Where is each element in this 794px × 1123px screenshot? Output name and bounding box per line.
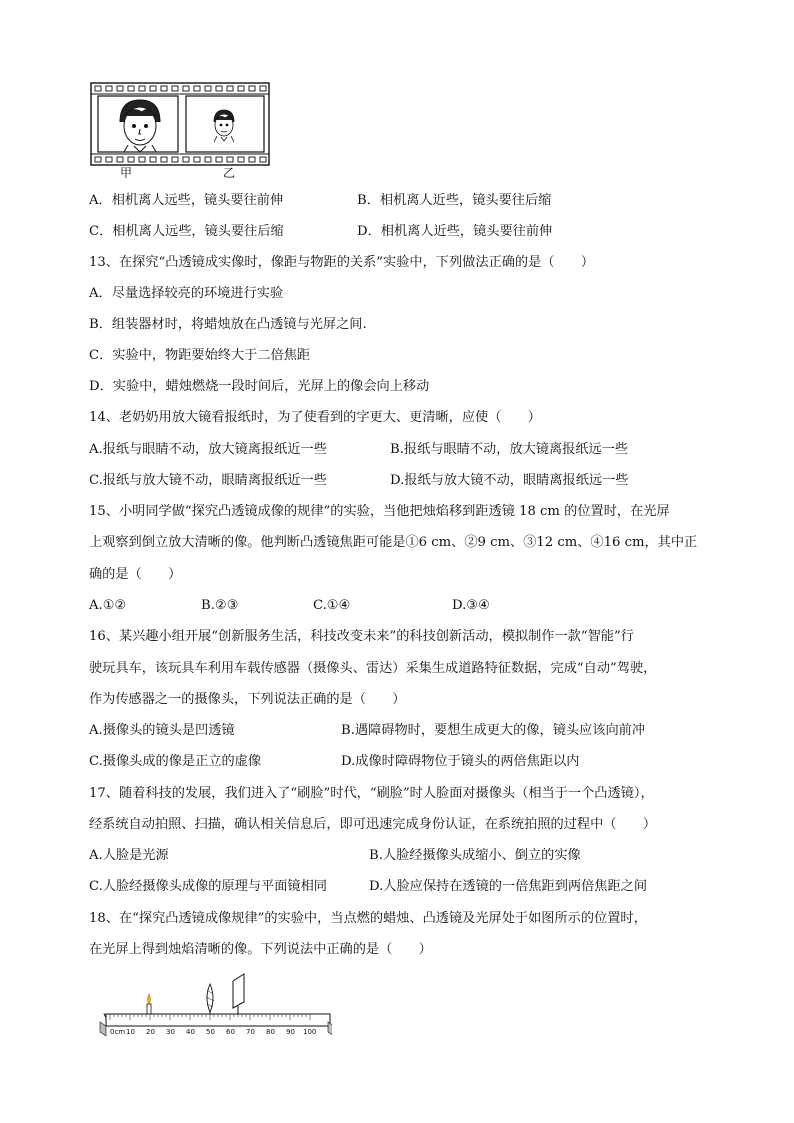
q15-stem-line3: 确的是（ ） bbox=[89, 567, 182, 582]
ruler-label-0: 0cm bbox=[110, 1028, 126, 1036]
q12-option-b: B．相机离人近些，镜头要往后缩 bbox=[357, 193, 552, 208]
q16-stem-line2: 驶玩具车，该玩具车利用车载传感器（摄像头、雷达）采集生成道路特征数据，完成“自动”驾驶， bbox=[89, 661, 657, 676]
q17-option-a: A.人脸是光源 bbox=[89, 848, 169, 863]
q15-option-a: A.①② bbox=[89, 598, 127, 613]
q16-option-d: D.成像时障碍物位于镜头的两倍焦距以内 bbox=[341, 754, 580, 769]
q13-option-b: B．组装器材时，将蜡烛放在凸透镜与光屏之间. bbox=[89, 317, 367, 332]
q14-option-a: A.报纸与眼睛不动，放大镜离报纸近一些 bbox=[89, 442, 327, 457]
q12-option-c: C．相机离人远些，镜头要往后缩 bbox=[89, 224, 284, 239]
q13-option-d: D．实验中，蜡烛燃烧一段时间后，光屏上的像会向上移动 bbox=[89, 379, 430, 394]
ruler-label-70: 70 bbox=[246, 1028, 255, 1036]
q14-option-b: B.报纸与眼睛不动，放大镜离报纸远一些 bbox=[390, 442, 629, 457]
candle-icon bbox=[147, 994, 151, 1016]
q15-option-c: C.①④ bbox=[313, 598, 351, 613]
ruler-label-60: 60 bbox=[226, 1028, 235, 1036]
ruler-label-90: 90 bbox=[286, 1028, 295, 1036]
q17-option-d: D.人脸应保持在透镜的一倍焦距到两倍焦距之间 bbox=[369, 879, 648, 894]
film-strip-figure bbox=[90, 82, 270, 166]
ruler-label-100: 100 bbox=[303, 1028, 317, 1036]
ruler-label-30: 30 bbox=[166, 1028, 175, 1036]
q17-stem-line2: 经系统自动拍照、扫描，确认相关信息后，即可迅速完成身份认证，在系统拍照的过程中（ ） bbox=[89, 817, 657, 832]
q16-option-a: A.摄像头的镜头是凹透镜 bbox=[89, 723, 235, 738]
film-strip-drawing bbox=[90, 82, 270, 166]
light-screen-icon bbox=[233, 974, 244, 1016]
ruler-label-20: 20 bbox=[146, 1028, 155, 1036]
q17-option-c: C.人脸经摄像头成像的原理与平面镜相同 bbox=[89, 879, 327, 894]
film-label-right: 乙 bbox=[223, 166, 236, 180]
q16-option-b: B.遇障碍物时，要想生成更大的像，镜头应该向前冲 bbox=[341, 723, 646, 738]
q14-option-c: C.报纸与放大镜不动，眼睛离报纸近一些 bbox=[89, 473, 327, 488]
q13-stem: 13、在探究“凸透镜成实像时，像距与物距的关系”实验中，下列做法正确的是（ ） bbox=[89, 255, 595, 270]
film-label-left: 甲 bbox=[120, 166, 133, 180]
q12-option-d: D．相机离人近些，镜头要往前伸 bbox=[357, 224, 553, 239]
ruler-label-10: 10 bbox=[126, 1028, 135, 1036]
q17-stem-line1: 17、随着科技的发展，我们进入了“刷脸”时代，“刷脸”时人脸面对摄像头（相当于一个凸透镜）， bbox=[89, 786, 654, 801]
q16-stem-line1: 16、某兴趣小组开展“创新服务生活，科技改变未来”的科技创新活动，模拟制作一款“智能”行 bbox=[89, 629, 634, 644]
q15-option-d: D.③④ bbox=[452, 598, 490, 613]
q18-stem-line1: 18、在“探究凸透镜成像规律”的实验中，当点燃的蜡烛、凸透镜及光屏处于如图所示的位置时， bbox=[89, 911, 647, 926]
q18-stem-line2: 在光屏上得到烛焰清晰的像。下列说法中正确的是（ ） bbox=[89, 942, 432, 957]
q14-option-d: D.报纸与放大镜不动，眼睛离报纸远一些 bbox=[390, 473, 629, 488]
ruler-label-80: 80 bbox=[266, 1028, 275, 1036]
q16-option-c: C.摄像头成的像是正立的虚像 bbox=[89, 754, 262, 769]
q12-option-a: A．相机离人远些，镜头要往前伸 bbox=[89, 193, 284, 208]
ruler-label-40: 40 bbox=[186, 1028, 195, 1036]
ruler-label-50: 50 bbox=[206, 1028, 215, 1036]
q14-stem: 14、老奶奶用放大镜看报纸时，为了使看到的字更大、更清晰，应使（ ） bbox=[89, 410, 541, 425]
q17-option-b: B.人脸经摄像头成缩小、倒立的实像 bbox=[369, 848, 581, 863]
q15-option-b: B.②③ bbox=[201, 598, 239, 613]
optical-bench-figure bbox=[96, 970, 332, 1042]
q16-stem-line3: 作为传感器之一的摄像头，下列说法正确的是（ ） bbox=[89, 692, 406, 707]
q13-option-a: A．尽量选择较亮的环境进行实验 bbox=[89, 286, 284, 301]
q13-option-c: C．实验中，物距要始终大于二倍焦距 bbox=[89, 348, 311, 363]
q15-stem-line1: 15、小明同学做“探究凸透镜成像的规律”的实验，当他把烛焰移到距透镜 18 cm 的位置时，在光屏 bbox=[89, 504, 670, 519]
convex-lens-icon bbox=[206, 984, 214, 1016]
q15-stem-line2: 上观察到倒立放大清晰的像。他判断凸透镜焦距可能是①6 cm、②9 cm、③12 cm、④16 cm，其中正 bbox=[89, 535, 698, 550]
